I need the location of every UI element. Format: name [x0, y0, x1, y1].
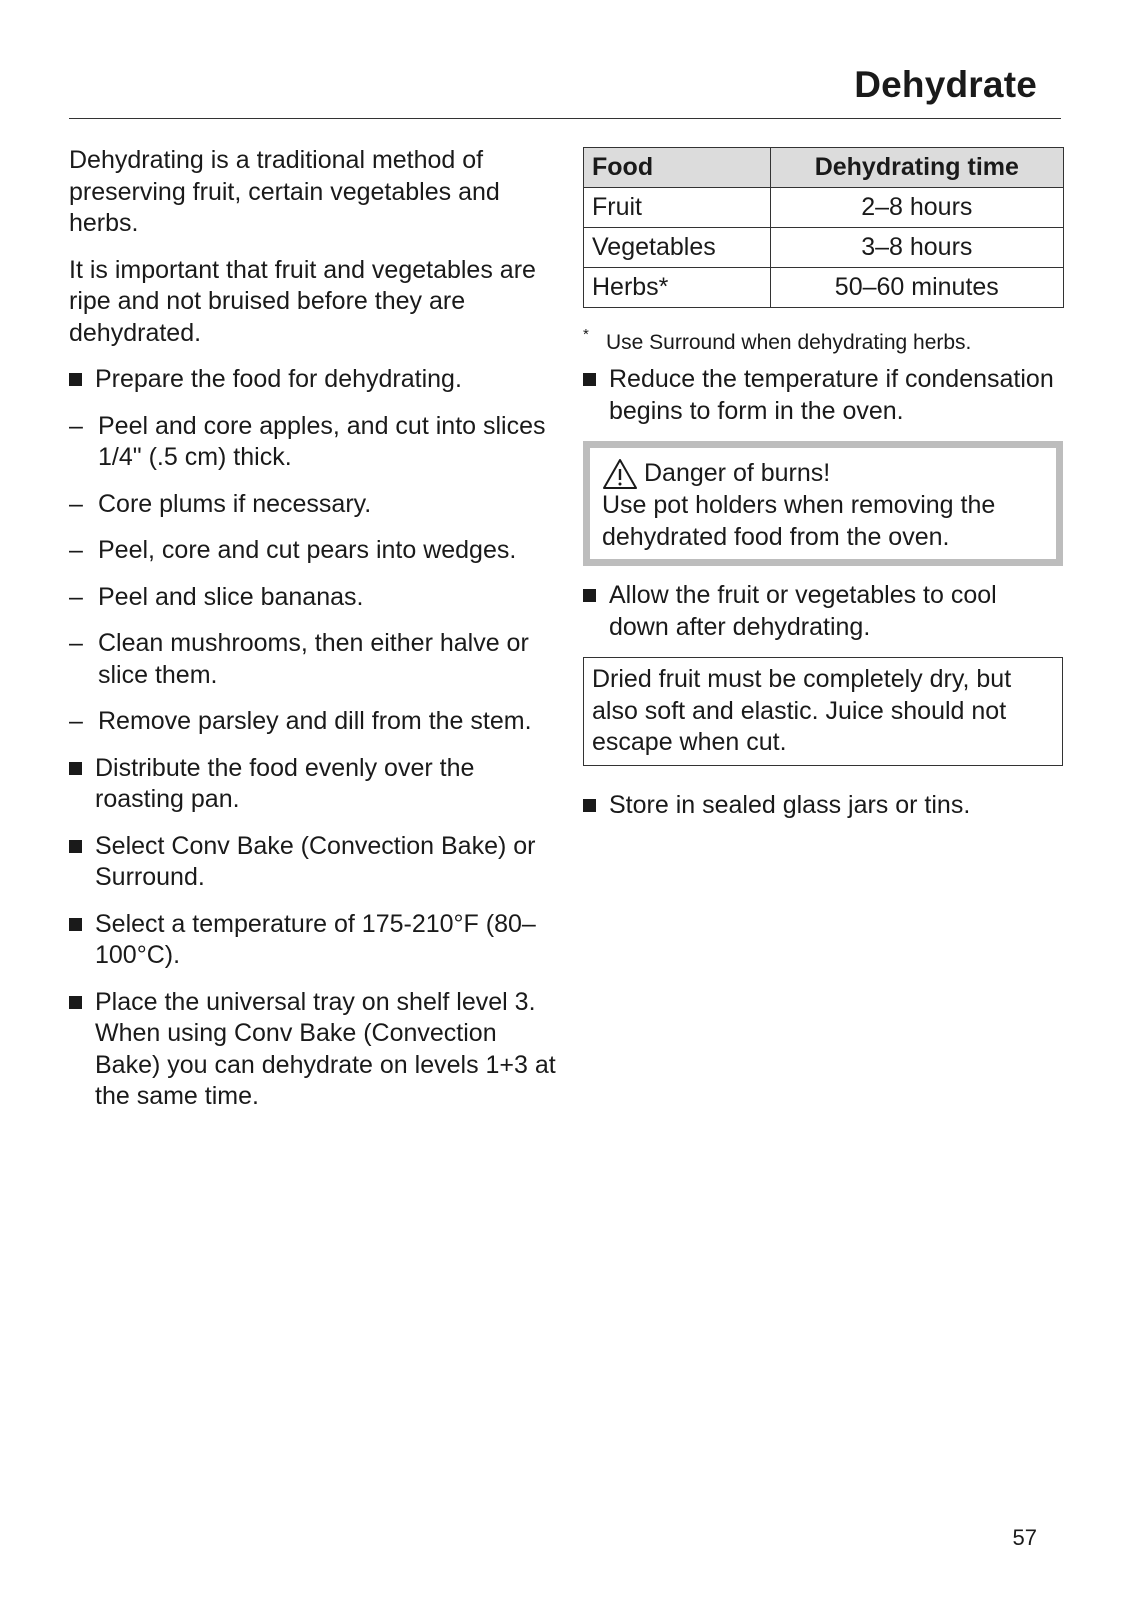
dash-item-text: Peel and slice bananas.: [98, 582, 364, 611]
dash-bullet: –: [69, 707, 83, 735]
footnote-marker: *: [583, 326, 589, 343]
step-item: [69, 364, 559, 396]
warning-heading: [602, 458, 1044, 490]
dash-item-text: Core plums if necessary.: [98, 489, 372, 518]
table-header-food: Food: [584, 148, 771, 188]
warning-title: Danger of burns!: [644, 459, 831, 488]
dash-item: [69, 628, 559, 691]
step-text: Select Conv Bake (Convection Bake) or Surround.: [95, 831, 536, 891]
table-cell-time: 3–8 hours: [770, 228, 1063, 268]
table-footnote: [583, 326, 1063, 356]
dash-item-text: Clean mushrooms, then either halve or slice them.: [98, 629, 529, 689]
step-item: [583, 790, 1063, 822]
footnote-text: Use Surround when dehydrating herbs.: [606, 331, 972, 354]
bullet-square-icon: [69, 996, 82, 1009]
step-item: [69, 831, 559, 894]
dehydrating-times-table: [583, 147, 1064, 308]
dash-item: [69, 411, 559, 474]
table-row: [584, 268, 1064, 308]
step-text: Select a temperature of 175-210°F (80–100°C).: [95, 909, 536, 969]
page-number: 57: [1012, 1525, 1037, 1550]
dash-bullet: –: [69, 629, 83, 657]
step-item: [583, 364, 1063, 427]
table-cell-food: Fruit: [584, 188, 771, 228]
dash-bullet: –: [69, 582, 83, 611]
bullet-square-icon: [69, 373, 82, 386]
warning-triangle-icon: [602, 458, 638, 490]
step-text: Prepare the food for dehydrating.: [95, 365, 462, 393]
step-text: Reduce the temperature if condensation begins to form in the oven.: [609, 365, 1054, 425]
table-header-time: Dehydrating time: [770, 148, 1063, 188]
dash-item: [69, 706, 559, 738]
table-cell-food: Vegetables: [584, 228, 771, 268]
bullet-square-icon: [583, 589, 596, 602]
step-text: Store in sealed glass jars or tins.: [609, 790, 971, 819]
bullet-square-icon: [69, 762, 82, 775]
left-column: [69, 145, 559, 1128]
dash-item-text: Peel, core and cut pears into wedges.: [98, 536, 517, 564]
intro-paragraph: It is important that fruit and vegetables are ripe and not bruised before they are dehydrated.: [69, 255, 536, 347]
warning-box: [583, 441, 1063, 566]
intro-paragraph: Dehydrating is a traditional method of preserving fruit, certain vegetables and herbs.: [69, 146, 500, 237]
info-box: [583, 657, 1063, 766]
step-item: [69, 753, 559, 816]
dash-item: [69, 582, 559, 614]
bullet-square-icon: [69, 918, 82, 931]
step-note: When using Conv Bake (Convection Bake) you can dehydrate on levels 1+3 at the same time.: [95, 1019, 556, 1110]
dash-bullet: –: [69, 411, 83, 440]
step-text: Distribute the food evenly over the roasting pan.: [95, 753, 475, 813]
table-cell-food: Herbs*: [584, 268, 771, 308]
table-row: [584, 188, 1064, 228]
step-item: [69, 987, 559, 1113]
step-item: [69, 909, 559, 972]
warning-text: Use pot holders when removing the dehydrated food from the oven.: [602, 491, 996, 551]
step-item: [583, 580, 1063, 643]
dash-bullet: –: [69, 489, 83, 518]
page-title: Dehydrate: [854, 64, 1037, 105]
info-text: Dried fruit must be completely dry, but also soft and elastic. Juice should not escape when cut.: [592, 665, 1012, 756]
table-cell-time: 2–8 hours: [770, 188, 1063, 228]
table-row: [584, 228, 1064, 268]
step-text: Place the universal tray on shelf level 3.: [95, 987, 536, 1016]
right-column: [583, 147, 1063, 835]
dash-item: [69, 535, 559, 567]
dash-bullet: –: [69, 536, 83, 564]
bullet-square-icon: [69, 840, 82, 853]
step-text: Allow the fruit or vegetables to cool down after dehydrating.: [609, 581, 997, 641]
dash-item: [69, 489, 559, 521]
title-divider: [69, 118, 1061, 119]
table-cell-time: 50–60 minutes: [770, 268, 1063, 308]
bullet-square-icon: [583, 799, 596, 812]
bullet-square-icon: [583, 373, 596, 386]
table-header-row: [584, 148, 1064, 188]
dash-item-text: Peel and core apples, and cut into slices 1/4" (.5 cm) thick.: [98, 411, 546, 471]
dash-item-text: Remove parsley and dill from the stem.: [98, 707, 532, 735]
